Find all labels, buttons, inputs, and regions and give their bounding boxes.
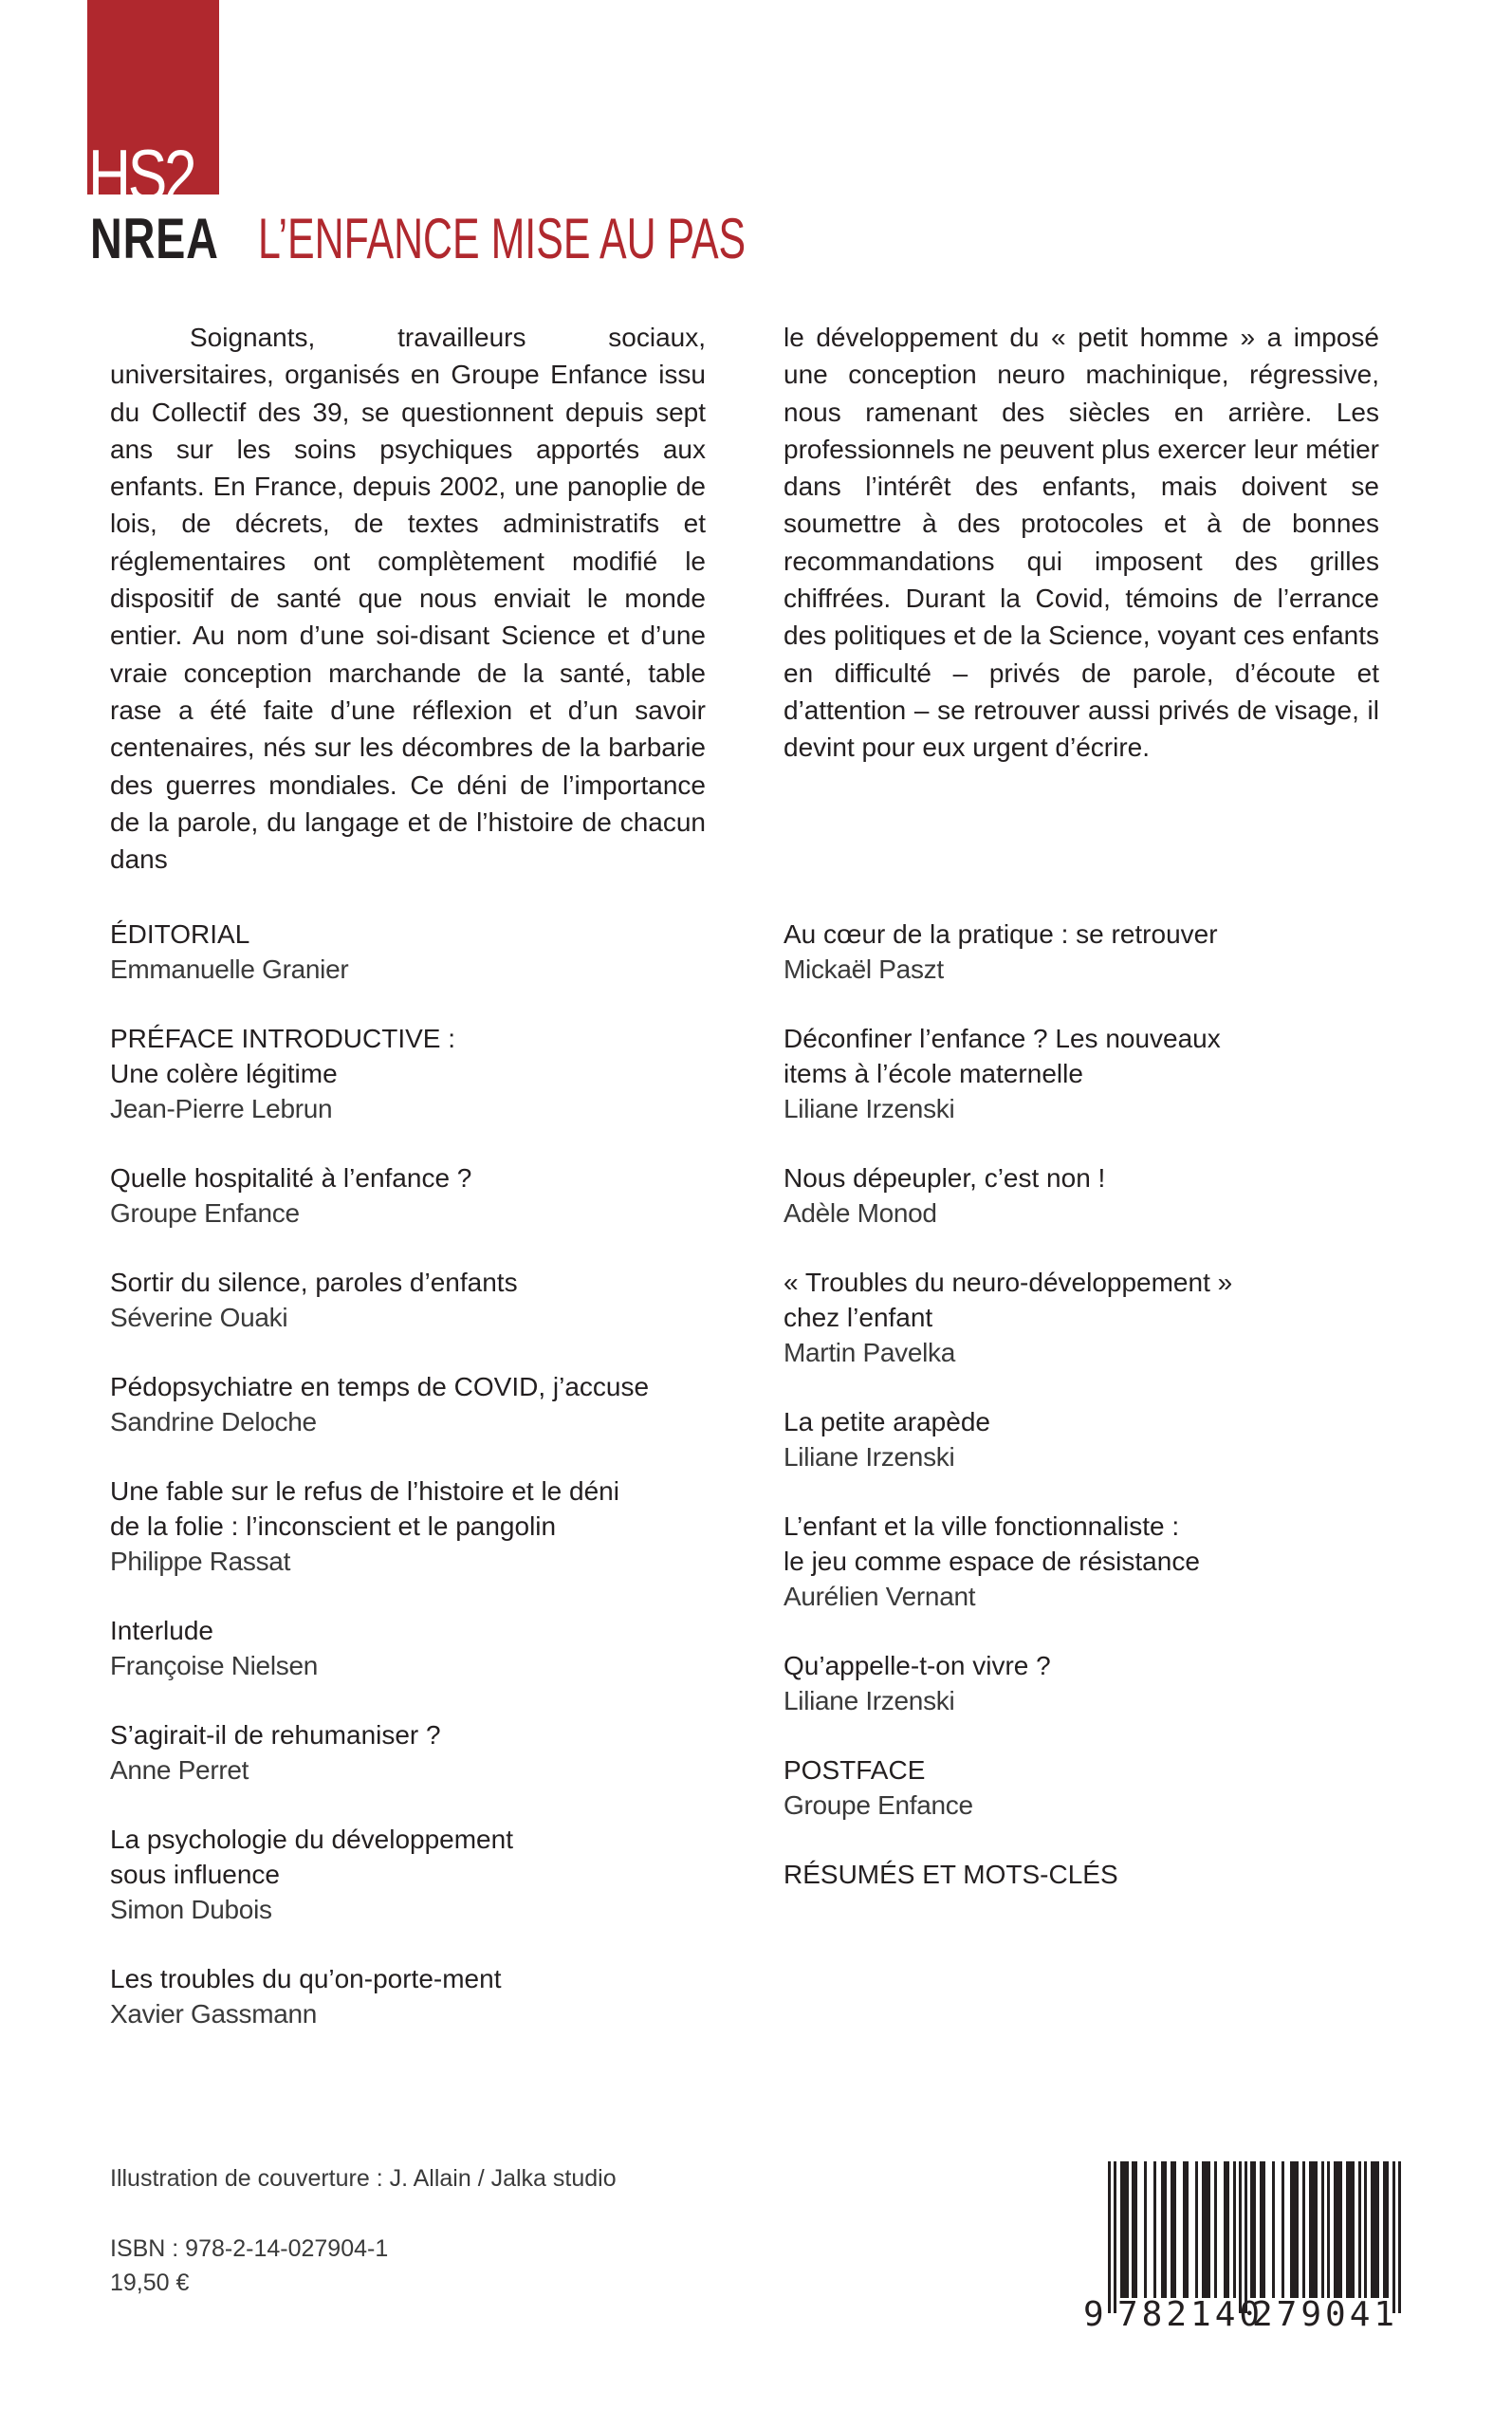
toc-author: Groupe Enfance	[110, 1198, 300, 1228]
blurb-left-column: Soignants, travailleurs sociaux, universitaires, organisés en Groupe Enfance issu du Collectif des 39, se questionnent depuis sept ans sur les soins psychiques apportés aux enfants. En France, depuis 2002, une panoplie de lois, de décrets, de textes administratifs et réglementaires ont complètement modifié le dispositif de santé que nous enviait le monde entier. Au nom d’une soi-disant Science et d’une vraie conception marchande de la santé, table rase a été faite d’une réflexion et d’un savoir centenaires, nés sur les décombres de la barbarie des guerres mondiales. Ce déni de l’importance de la parole, du langage et de l’histoire de chacun dans	[110, 323, 706, 875]
book-title: L’ENFANCE MISE AU PAS	[258, 207, 747, 270]
barcode-first-digit: 9	[1083, 2295, 1104, 2334]
toc-title: « Troubles du neuro-développement »	[784, 1268, 1233, 1297]
toc-author: Philippe Rassat	[110, 1547, 291, 1576]
toc-title: Qu’appelle-t-on vivre ?	[784, 1651, 1051, 1680]
toc-title: La psychologie du développement	[110, 1825, 513, 1854]
toc-author: Emmanuelle Granier	[110, 954, 349, 984]
toc-title: POSTFACE	[784, 1755, 926, 1785]
toc-author: Séverine Ouaki	[110, 1303, 288, 1332]
toc-title: Interlude	[110, 1616, 213, 1645]
toc-entry	[784, 1265, 1391, 1370]
toc-title: RÉSUMÉS ET MOTS-CLÉS	[784, 1860, 1118, 1889]
toc-title: Pédopsychiatre en temps de COVID, j’accuse	[110, 1372, 650, 1401]
toc-entry	[784, 1648, 1391, 1718]
toc-title-line2: chez l’enfant	[784, 1303, 933, 1332]
toc-author: Adèle Monod	[784, 1198, 937, 1228]
toc-title: S’agirait-il de rehumaniser ?	[110, 1720, 441, 1750]
price: 19,50 €	[110, 2270, 190, 2296]
toc-title: Une fable sur le refus de l’histoire et le déni	[110, 1476, 619, 1506]
toc-entry	[784, 1857, 1391, 1892]
toc-entry	[784, 1752, 1391, 1823]
toc-entry	[110, 1160, 717, 1231]
toc-title: Nous dépeupler, c’est non !	[784, 1163, 1106, 1193]
toc-entry	[784, 1509, 1391, 1614]
toc-title-line2: le jeu comme espace de résistance	[784, 1547, 1200, 1576]
toc-entry	[110, 1021, 717, 1126]
toc-entry	[110, 1822, 717, 1927]
cover-illustration-credit: Illustration de couverture : J. Allain / Jalka studio	[110, 2165, 617, 2192]
toc-author: Liliane Irzenski	[784, 1686, 955, 1715]
toc-entry	[784, 1021, 1391, 1126]
toc-entry	[784, 1160, 1391, 1231]
issue-badge: HS2	[88, 136, 194, 216]
toc-title-line2: items à l’école maternelle	[784, 1059, 1083, 1088]
toc-title: Les troubles du qu’on-porte-ment	[110, 1964, 502, 1993]
toc-entry	[110, 1613, 717, 1683]
toc-entry	[110, 1717, 717, 1788]
toc-author: Xavier Gassmann	[110, 1999, 318, 2029]
toc-title: Déconfiner l’enfance ? Les nouveaux	[784, 1024, 1221, 1053]
toc-author: Jean-Pierre Lebrun	[110, 1094, 333, 1123]
toc-title-line2: sous influence	[110, 1860, 281, 1889]
toc-title: La petite arapède	[784, 1407, 990, 1436]
barcode-right-group: 279041	[1252, 2295, 1399, 2334]
toc-author: Groupe Enfance	[784, 1790, 973, 1820]
toc-title: Au cœur de la pratique : se retrouver	[784, 919, 1218, 949]
toc-entry	[110, 1961, 717, 2031]
toc-entry	[110, 1473, 717, 1579]
blurb-right-column: le développement du « petit homme » a imposé une conception neuro machinique, régressive, nous ramenant des siècles en arrière. Les professionnels ne peuvent plus exercer leur métier dans l’intérêt des enfants, mais doivent se soumettre à des protocoles et à de bonnes recommandations qui imposent des grilles chiffrées. Durant la Covid, témoins de l’errance des politiques et de la Science, voyant ces enfants en difficulté – privés de parole, d’écoute et d’attention – se retrouver aussi privés de visage, il devint pour eux urgent d’écrire.	[784, 323, 1379, 763]
toc-entry	[110, 917, 717, 987]
toc-author: Mickaël Paszt	[784, 954, 944, 984]
toc-title: PRÉFACE INTRODUCTIVE :	[110, 1024, 456, 1053]
toc-title: L’enfant et la ville fonctionnaliste :	[784, 1511, 1180, 1541]
toc-author: Martin Pavelka	[784, 1338, 955, 1367]
toc-entry	[784, 1404, 1391, 1474]
toc-title: Quelle hospitalité à l’enfance ?	[110, 1163, 472, 1193]
toc-author: Aurélien Vernant	[784, 1582, 976, 1611]
toc-right-column	[784, 917, 1391, 1926]
toc-author: Liliane Irzenski	[784, 1442, 955, 1472]
toc-author: Anne Perret	[110, 1755, 249, 1785]
barcode-left-group: 782140	[1117, 2295, 1264, 2334]
toc-title-line2: de la folie : l’inconscient et le pangolin	[110, 1511, 557, 1541]
toc-author: Sandrine Deloche	[110, 1407, 317, 1436]
isbn: ISBN : 978-2-14-027904-1	[110, 2235, 389, 2262]
toc-author: Simon Dubois	[110, 1895, 272, 1924]
toc-title: ÉDITORIAL	[110, 919, 250, 949]
toc-left-column	[110, 917, 717, 2066]
toc-entry	[784, 917, 1391, 987]
toc-entry	[110, 1369, 717, 1439]
toc-author: Liliane Irzenski	[784, 1094, 955, 1123]
toc-title-line2: Une colère légitime	[110, 1059, 338, 1088]
toc-title: Sortir du silence, paroles d’enfants	[110, 1268, 518, 1297]
toc-entry	[110, 1265, 717, 1335]
series-name: NREA	[90, 207, 219, 270]
toc-author: Françoise Nielsen	[110, 1651, 318, 1680]
